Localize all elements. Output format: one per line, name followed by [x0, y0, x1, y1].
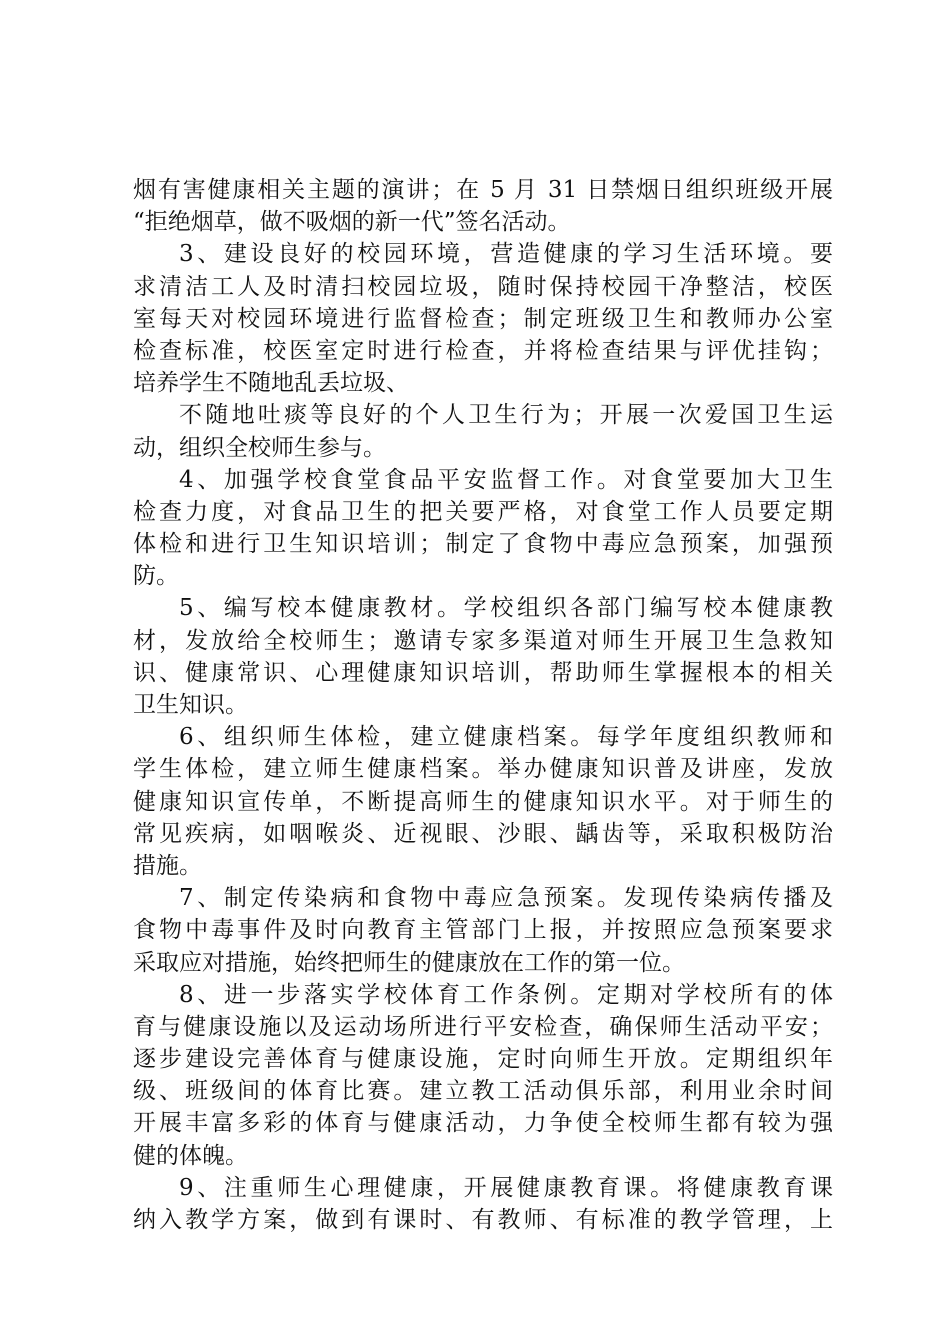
text-line: 学生体检，建立师生健康档案。举办健康知识普及讲座，发放: [133, 756, 833, 783]
text-line: 烟有害健康相关主题的演讲；在 5 月 31 日禁烟日组织班级开展: [133, 177, 833, 203]
text-line: 5、编写校本健康教材。学校组织各部门编写校本健康教: [179, 595, 833, 622]
text-line: 体检和进行卫生知识培训；制定了食物中毒应急预案，加强预: [133, 531, 833, 558]
text-line: 采取应对措施，始终把师生的健康放在工作的第一位。: [133, 949, 685, 976]
text-line: “拒绝烟草，做不吸烟的新一代”签名活动。: [133, 209, 571, 236]
text-line: 材，发放给全校师生；邀请专家多渠道对师生开展卫生急救知: [133, 627, 833, 654]
text-line: 求清洁工人及时清扫校园垃圾，随时保持校园干净整洁，校医: [133, 273, 833, 300]
text-line: 开展丰富多彩的体育与健康活动，力争使全校师生都有较为强: [133, 1110, 833, 1137]
text-line: 健的体魄。: [133, 1142, 248, 1169]
text-line: 食物中毒事件及时向教育主管部门上报，并按照应急预案要求: [133, 917, 833, 944]
text-line: 不随地吐痰等良好的个人卫生行为；开展一次爱国卫生运: [179, 402, 833, 429]
text-line: 9、注重师生心理健康，开展健康教育课。将健康教育课: [179, 1174, 833, 1201]
text-line: 8、进一步落实学校体育工作条例。定期对学校所有的体: [179, 981, 833, 1008]
text-line: 4、加强学校食堂食品平安监督工作。对食堂要加大卫生: [179, 466, 833, 493]
text-line: 措施。: [133, 852, 202, 879]
text-line: 卫生知识。: [133, 692, 248, 718]
text-line: 动，组织全校师生参与。: [133, 434, 386, 461]
text-line: 3、建设良好的校园环境，营造健康的学习生活环境。要: [179, 241, 833, 268]
text-line: 育与健康设施以及运动场所进行平安检查，确保师生活动平安；: [133, 1013, 833, 1040]
document-body: [133, 174, 833, 1236]
text-line: 防。: [133, 563, 179, 590]
text-line: 纳入教学方案，做到有课时、有教师、有标准的教学管理，上: [133, 1207, 833, 1233]
text-line: 6、组织师生体检，建立健康档案。每学年度组织教师和: [179, 724, 833, 751]
text-line: 培养学生不随地乱丢垃圾、: [133, 370, 409, 397]
text-line: 7、制定传染病和食物中毒应急预案。发现传染病传播及: [179, 885, 833, 912]
text-line: 检查力度，对食品卫生的把关要严格，对食堂工作人员要定期: [133, 498, 833, 525]
text-line: 逐步建设完善体育与健康设施，定时向师生开放。定期组织年: [133, 1046, 833, 1073]
text-line: 室每天对校园环境进行监督检查；制定班级卫生和教师办公室: [133, 305, 833, 332]
text-line: 常见疾病，如咽喉炎、近视眼、沙眼、龋齿等，采取积极防治: [133, 820, 833, 847]
text-line: 健康知识宣传单，不断提高师生的健康知识水平。对于师生的: [133, 788, 833, 815]
text-line: 级、班级间的体育比赛。建立教工活动俱乐部，利用业余时间: [133, 1078, 833, 1105]
text-line: 识、健康常识、心理健康知识培训，帮助师生掌握根本的相关: [133, 659, 833, 686]
text-line: 检查标准，校医室定时进行检查，并将检查结果与评优挂钩；: [133, 337, 833, 364]
